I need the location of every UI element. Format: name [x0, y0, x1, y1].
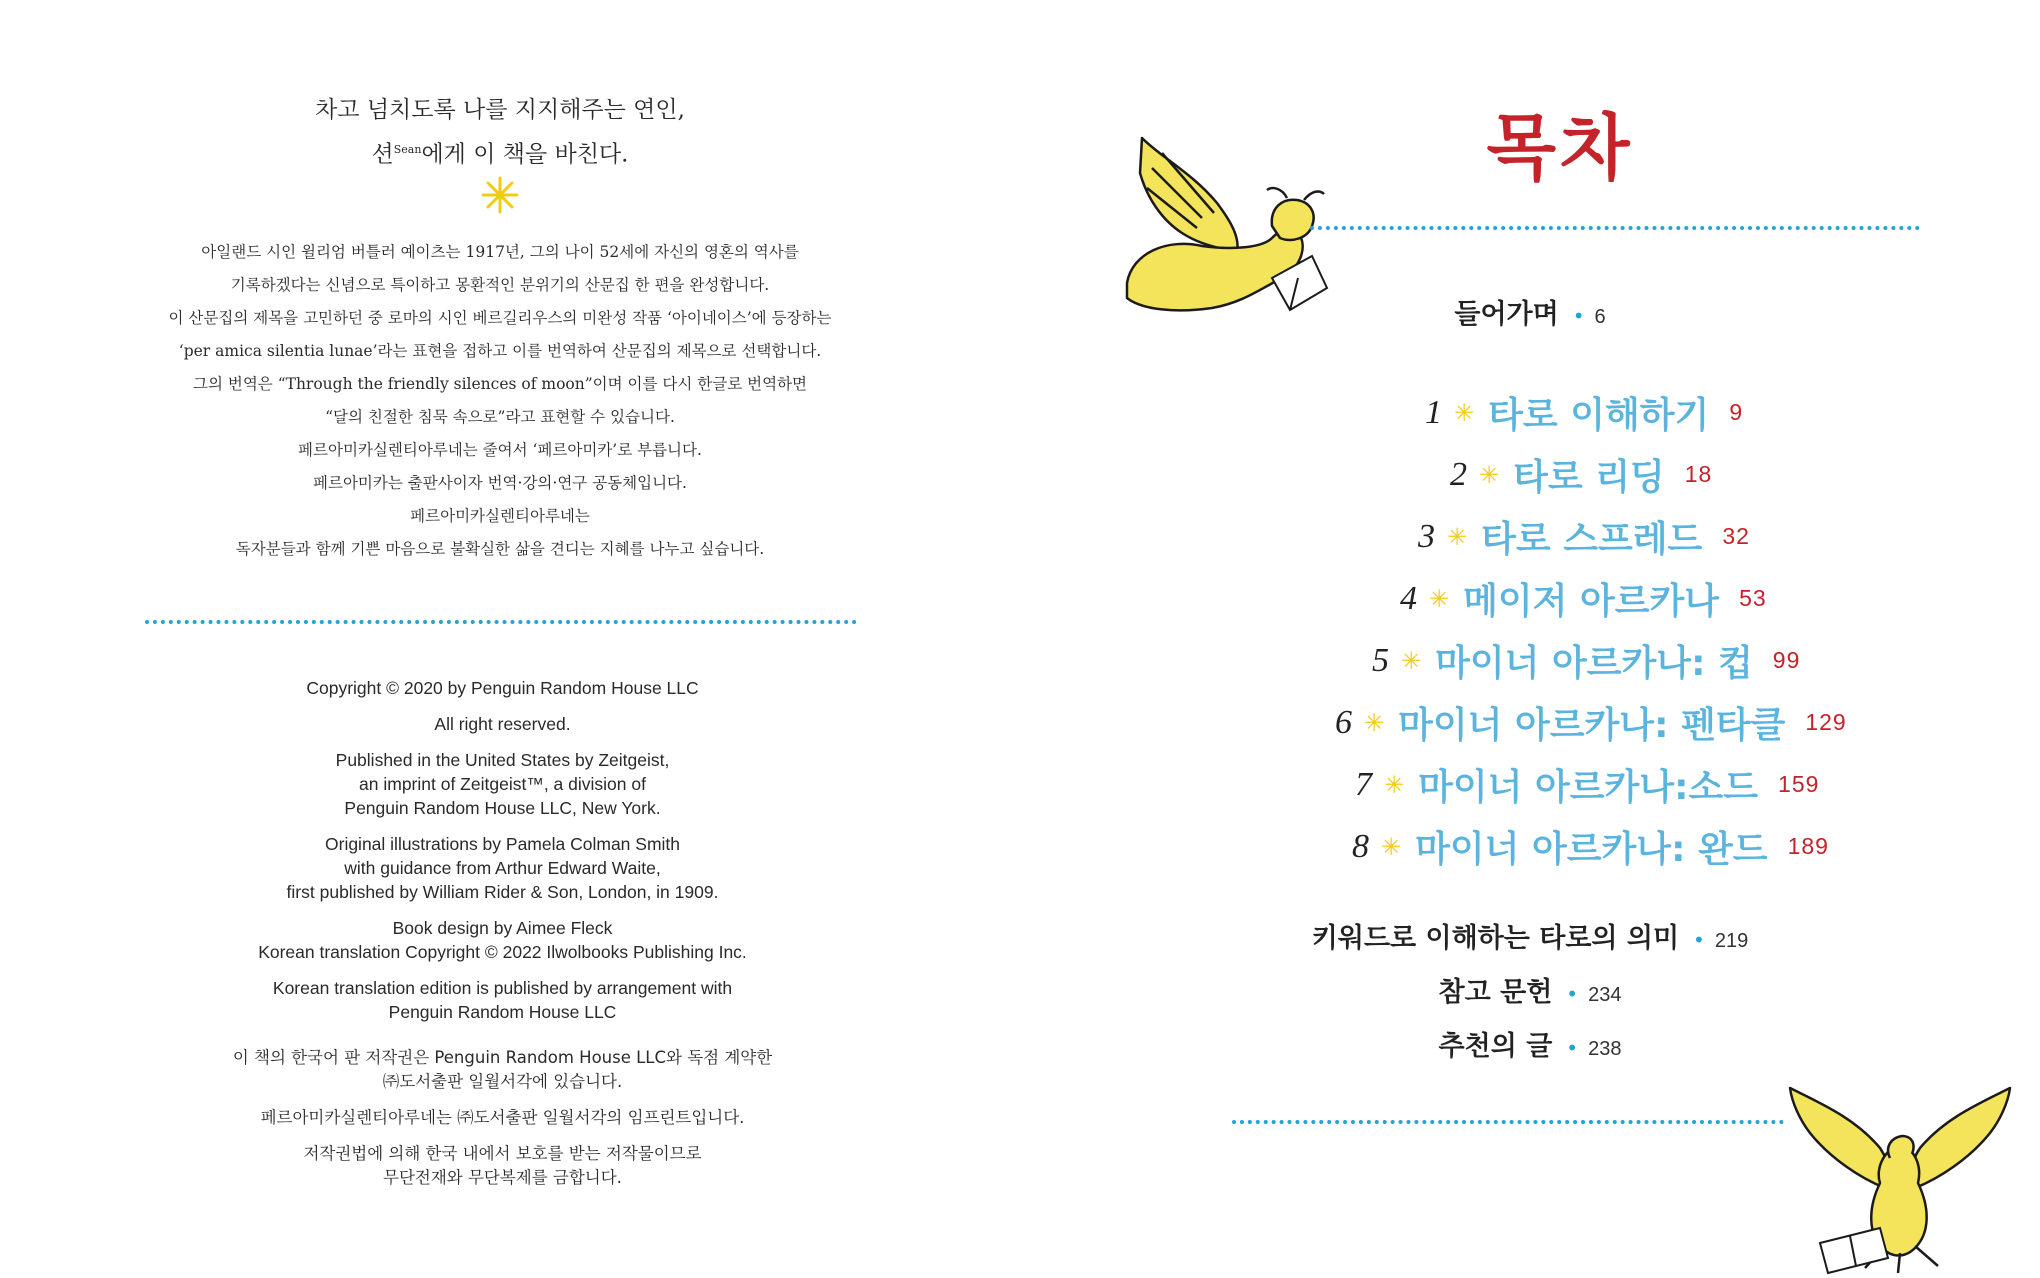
bullet-dot-icon: • [1572, 304, 1585, 328]
copyright-ko-paragraph [150, 1142, 855, 1190]
toc-chapter-7[interactable] [1355, 759, 1819, 810]
eagle-illustration [1780, 1078, 2020, 1278]
chapter-page: 18 [1684, 461, 1713, 487]
toc-entry-page: 238 [1588, 1038, 1622, 1060]
chapter-title: 마이너 아르카나: 컵 [1435, 643, 1753, 684]
chapter-page: 99 [1772, 647, 1801, 673]
story-line: “달의 친절한 침묵 속으로”라고 표현할 수 있습니다. [325, 408, 675, 426]
chapter-page: 129 [1805, 709, 1847, 735]
sparkle-icon: ✳ [1429, 584, 1450, 613]
chapter-page: 32 [1722, 523, 1750, 549]
dotted-divider [145, 620, 857, 624]
copyright-line: Korean translation edition is published by arrangement with [272, 978, 733, 998]
chapter-title: 메이저 아르카나 [1463, 581, 1720, 622]
copyright-ko-line: ㈜도서출판 일월서각에 있습니다. [382, 1072, 623, 1091]
toc-chapter-3[interactable] [1418, 511, 1750, 562]
copyright-paragraph [150, 916, 855, 964]
copyright-paragraph [150, 676, 855, 700]
toc-entry-page: 234 [1588, 984, 1622, 1006]
story-line: 페르아미카는 출판사이자 번역·강의·연구 공동체입니다. [313, 474, 687, 492]
copyright-line: an imprint of Zeitgeist™, a division of [359, 774, 646, 794]
chapter-number: 5 [1372, 641, 1389, 679]
chapter-number: 7 [1355, 765, 1372, 803]
sparkle-icon: ✳ [1401, 646, 1422, 675]
bullet-dot-icon: • [1693, 928, 1705, 952]
copyright-ko-line: 저작권법에 의해 한국 내에서 보호를 받는 저작물이므로 [303, 1144, 702, 1163]
right-page [1020, 0, 2040, 1278]
chapter-title: 마이너 아르카나: 펜타클 [1398, 705, 1786, 746]
toc-chapter-6[interactable] [1335, 697, 1847, 748]
story-line: 페르아미카실렌티아루네는 줄여서 ‘페르아미카’로 부릅니다. [298, 441, 702, 459]
copyright-line: with guidance from Arthur Edward Waite, [344, 858, 661, 878]
sparkle-icon: ✳ [1479, 460, 1500, 489]
copyright-line: Book design by Aimee Fleck [392, 918, 613, 938]
dotted-divider-top [1310, 226, 1920, 230]
copyright-ko-paragraph [150, 1046, 855, 1094]
toc-entry-back-1[interactable] [1020, 970, 2040, 1009]
story-line: ‘per amica silentia lunae’라는 표현을 접하고 이를 번역하여 산문집의 제목으로 선택합니다. [178, 342, 822, 360]
toc-entry-label: 들어가며 [1454, 299, 1559, 330]
copyright-line: Published in the United States by Zeitgeist, [335, 750, 670, 770]
toc-entry-back-2[interactable] [1020, 1024, 2040, 1063]
copyright-line: Copyright © 2020 by Penguin Random House LLC [306, 678, 699, 698]
dedication-line-1: 차고 넘치도록 나를 지지해주는 연인, [315, 97, 685, 123]
chapter-title: 타로 이해하기 [1488, 395, 1710, 436]
copyright-line: Penguin Random House LLC [388, 1002, 617, 1022]
story-line: 기록하겠다는 신념으로 특이하고 몽환적인 분위기의 산문집 한 편을 완성합니다. [230, 276, 770, 294]
dedication [120, 90, 880, 175]
sparkle-icon: ✳ [1381, 832, 1402, 861]
copyright-paragraph [150, 748, 855, 820]
bullet-dot-icon: • [1566, 982, 1579, 1006]
publisher-story [100, 236, 900, 566]
toc-entry-page: 6 [1594, 306, 1606, 328]
copyright-line: Korean translation Copyright © 2022 Ilwolbooks Publishing Inc. [258, 942, 747, 962]
dotted-divider-bottom [1232, 1120, 1784, 1124]
chapter-title: 타로 스프레드 [1481, 519, 1703, 560]
copyright-line: Penguin Random House LLC, New York. [344, 798, 661, 818]
chapter-number: 2 [1450, 455, 1467, 493]
story-line: 아일랜드 시인 윌리엄 버틀러 예이츠는 1917년, 그의 나이 52세에 자신의 영혼의 역사를 [201, 243, 799, 261]
copyright-ko-line: 이 책의 한국어 판 저작권은 Penguin Random House LLC와 독점 계약한 [232, 1048, 773, 1067]
chapter-title: 타로 리딩 [1513, 457, 1665, 498]
copyright-paragraph [150, 976, 855, 1024]
toc-entry-page: 219 [1714, 930, 1749, 952]
chapter-title: 마이너 아르카나: 완드 [1415, 829, 1768, 870]
chapter-page: 159 [1778, 771, 1820, 797]
bullet-dot-icon: • [1566, 1036, 1579, 1060]
chapter-number: 8 [1352, 827, 1369, 865]
dedication-rest: 에게 이 책을 바친다. [421, 141, 629, 168]
copyright-paragraph [150, 832, 855, 904]
copyright-paragraph [150, 712, 855, 736]
chapter-number: 6 [1335, 703, 1352, 741]
copyright-ko-paragraph [150, 1106, 855, 1130]
dedication-line-2 [120, 130, 880, 175]
sparkle-icon: ✳ [1454, 398, 1475, 427]
copyright-line: All right reserved. [434, 714, 571, 734]
sparkle-icon: ✳ [1384, 770, 1405, 799]
toc-chapter-1[interactable] [1425, 387, 1743, 438]
spacer [150, 1036, 855, 1046]
dedication-name-sup: Sean [393, 143, 422, 156]
chapter-page: 53 [1739, 585, 1767, 611]
toc-entry-label: 키워드로 이해하는 타로의 의미 [1311, 923, 1680, 954]
dedication-name: 션 [371, 141, 394, 168]
story-line: 이 산문집의 제목을 고민하던 중 로마의 시인 베르길리우스의 미완성 작품 ‘아이네이스’에 등장하는 [168, 309, 832, 327]
copyright-ko-line: 페르아미카실렌티아루네는 ㈜도서출판 일월서각의 임프린트입니다. [260, 1108, 745, 1127]
toc-chapter-8[interactable] [1352, 821, 1829, 872]
chapter-number: 1 [1425, 393, 1442, 431]
toc-chapter-2[interactable] [1450, 449, 1712, 500]
sparkle-icon [481, 176, 519, 214]
toc-entry-label: 추천의 글 [1438, 1031, 1553, 1062]
chapter-number: 4 [1400, 579, 1417, 617]
chapter-title: 마이너 아르카나:소드 [1418, 767, 1759, 808]
story-line: 페르아미카실렌티아루네는 [410, 507, 590, 525]
sparkle-icon: ✳ [1447, 522, 1468, 551]
toc-title: 목차 [1486, 106, 1634, 190]
toc-entry-intro[interactable] [1020, 292, 2040, 331]
toc-chapter-4[interactable] [1400, 573, 1767, 624]
toc-chapter-5[interactable] [1372, 635, 1800, 686]
story-line: 그의 번역은 “Through the friendly silences of moon”이며 이를 다시 한글로 번역하면 [192, 375, 808, 393]
toc-entry-back-0[interactable] [1020, 916, 2040, 955]
copyright-ko-line: 무단전재와 무단복제를 금합니다. [383, 1168, 622, 1187]
chapter-number: 3 [1418, 517, 1435, 555]
copyright-line: Original illustrations by Pamela Colman Smith [325, 834, 680, 854]
chapter-page: 9 [1729, 399, 1744, 425]
story-line: 독자분들과 함께 기쁜 마음으로 불확실한 삶을 견디는 지혜를 나누고 싶습니다. [235, 540, 765, 558]
toc-entry-label: 참고 문헌 [1438, 977, 1553, 1008]
copyright-line: first published by William Rider & Son, London, in 1909. [286, 882, 719, 902]
chapter-page: 189 [1787, 833, 1829, 859]
copyright-block [150, 676, 855, 1202]
sparkle-icon: ✳ [1364, 708, 1385, 737]
